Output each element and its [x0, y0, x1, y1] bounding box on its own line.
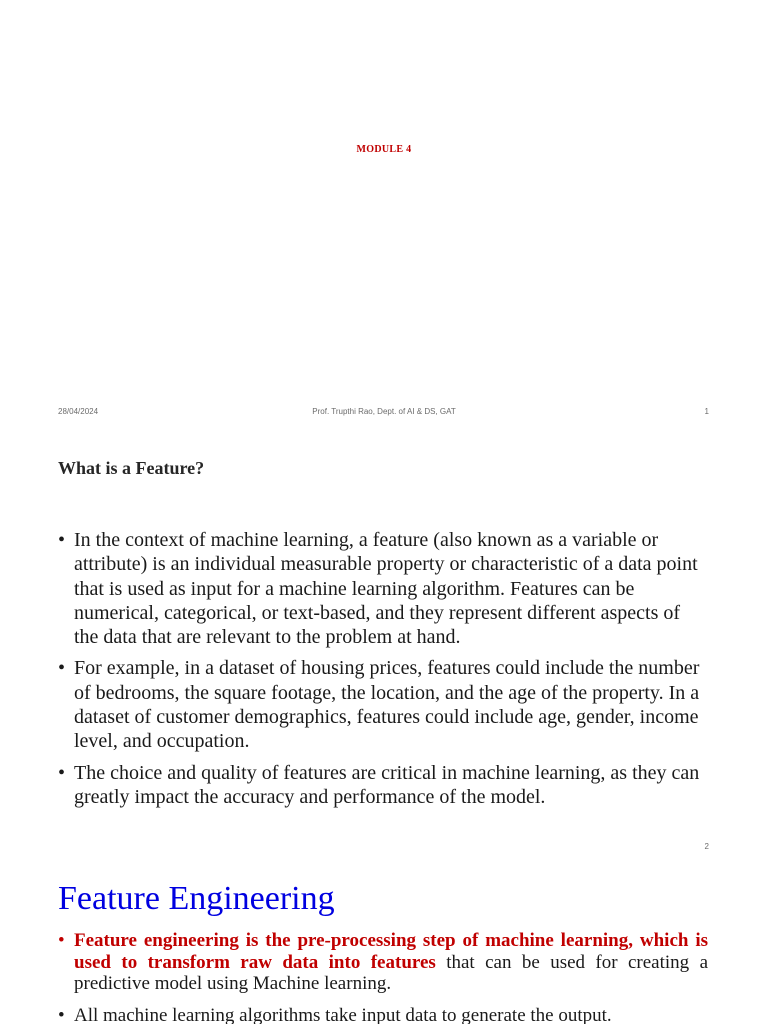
slide-1	[0, 0, 768, 432]
slide-heading: Feature Engineering	[58, 880, 335, 917]
bullet-icon: •	[58, 1004, 65, 1024]
bullet-list	[58, 528, 708, 816]
bullet-icon: •	[58, 529, 66, 551]
bullet-list	[58, 930, 708, 1024]
page-number: 2	[704, 842, 709, 851]
bullet-icon: •	[58, 761, 66, 784]
footer-date: 28/04/2024	[58, 407, 99, 416]
bullet-item	[58, 656, 708, 753]
bullet-icon: •	[58, 930, 65, 951]
slide-3	[0, 864, 768, 1024]
bullet-icon: •	[58, 657, 66, 680]
bullet-item	[58, 528, 708, 649]
page-number: 1	[704, 407, 709, 416]
slide-2	[0, 432, 768, 864]
slide-heading: What is a Feature?	[58, 458, 205, 478]
bullet-emphasis: Feature engineering is the pre-processing step of machine learning, which is used to transform raw data into features	[74, 930, 708, 973]
footer-author: Prof. Trupthi Rao, Dept. of AI & DS, GAT	[312, 407, 456, 416]
module-title: MODULE 4	[356, 144, 412, 155]
bullet-item	[58, 1005, 708, 1024]
bullet-item	[58, 761, 708, 810]
bullet-text: All machine learning algorithms take input data to generate the output.	[74, 1004, 612, 1024]
bullet-text: In the context of machine learning, a feature (also known as a variable or attribute) is an individual measurable property or characteristic of a data point that is used as input for a machine learning algorithm. Features can be numerical, categorical, or text-based, and they represent different aspects of the data that are relevant to the problem at hand.	[74, 529, 698, 649]
bullet-text: that can be used for creating a predictive model using Machine learning.	[74, 951, 709, 994]
bullet-text: For example, in a dataset of housing prices, features could include the number of bedrooms, the square footage, the location, and the age of the property. In a dataset of customer demographics, features could include age, gender, income level, and occupation.	[74, 657, 700, 753]
bullet-text: The choice and quality of features are critical in machine learning, as they can greatly impact the accuracy and performance of the model.	[74, 761, 700, 808]
bullet-item	[58, 930, 708, 995]
